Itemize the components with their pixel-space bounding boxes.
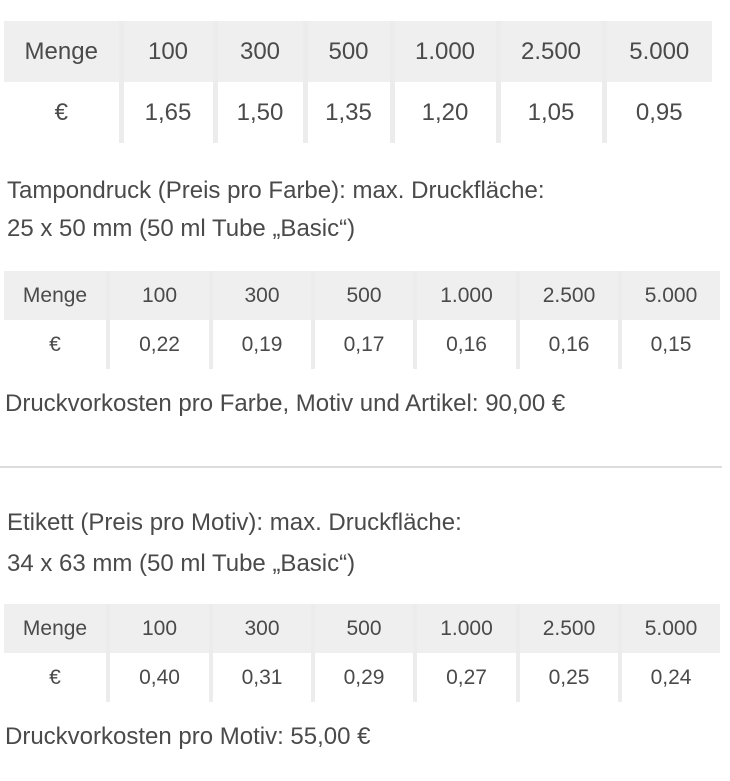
price-cell: 0,16 [415,320,518,369]
header-cell: 100 [121,21,215,82]
etikett-heading-line1: Etikett (Preis pro Motiv): max. Druckfläche: [7,509,462,536]
header-cell-quantity: Menge [4,21,121,82]
price-cell: 1,50 [215,82,305,143]
price-cell: 0,15 [620,320,720,369]
price-cell: 0,40 [108,653,211,702]
header-cell-quantity: Menge [4,604,108,653]
price-cell: 0,27 [415,653,518,702]
table-row [4,82,712,143]
header-cell: 1.000 [415,271,518,320]
price-cell: 0,16 [518,320,620,369]
table-row [4,653,720,702]
header-cell: 1.000 [415,604,518,653]
header-cell: 2.500 [518,604,620,653]
currency-cell: € [54,98,68,126]
header-cell-quantity: Menge [4,271,108,320]
section-divider [0,466,722,468]
header-cell: 500 [313,604,415,653]
header-cell: 300 [211,271,313,320]
price-table-base [4,21,712,143]
price-table-etikett [4,604,720,702]
table-header-row [4,604,720,653]
price-cell: 0,25 [518,653,620,702]
header-cell: 5.000 [620,271,720,320]
table-header-row [4,21,712,82]
currency-cell: € [49,332,61,356]
price-cell: 0,19 [211,320,313,369]
price-cell: 0,95 [604,82,712,143]
header-cell: 5.000 [620,604,720,653]
table-row [4,320,720,369]
header-cell: 1.000 [392,21,498,82]
header-cell: 300 [215,21,305,82]
setup-cost-tampon: Druckvorkosten pro Farbe, Motiv und Artikel: 90,00 € [5,390,566,417]
price-cell: 0,29 [313,653,415,702]
header-cell: 100 [108,271,211,320]
price-cell: 1,65 [121,82,215,143]
header-cell: 500 [305,21,392,82]
price-cell: 0,17 [313,320,415,369]
price-cell: 1,05 [498,82,604,143]
etikett-heading-line2: 34 x 63 mm (50 ml Tube „Basic“) [7,550,356,577]
header-cell: 2.500 [518,271,620,320]
header-cell: 5.000 [604,21,712,82]
price-cell: 0,31 [211,653,313,702]
setup-cost-etikett: Druckvorkosten pro Motiv: 55,00 € [5,723,371,750]
table-header-row [4,271,720,320]
header-cell: 2.500 [498,21,604,82]
header-cell: 100 [108,604,211,653]
price-table-tampon [4,271,720,369]
tampon-heading-line1: Tampondruck (Preis pro Farbe): max. Druckfläche: [7,177,545,204]
header-cell: 300 [211,604,313,653]
tampon-heading-line2: 25 x 50 mm (50 ml Tube „Basic“) [7,215,356,242]
header-cell: 500 [313,271,415,320]
price-cell: 0,22 [108,320,211,369]
price-cell: 1,35 [305,82,392,143]
price-cell: 0,24 [620,653,720,702]
currency-cell: € [49,665,61,689]
price-cell: 1,20 [392,82,498,143]
